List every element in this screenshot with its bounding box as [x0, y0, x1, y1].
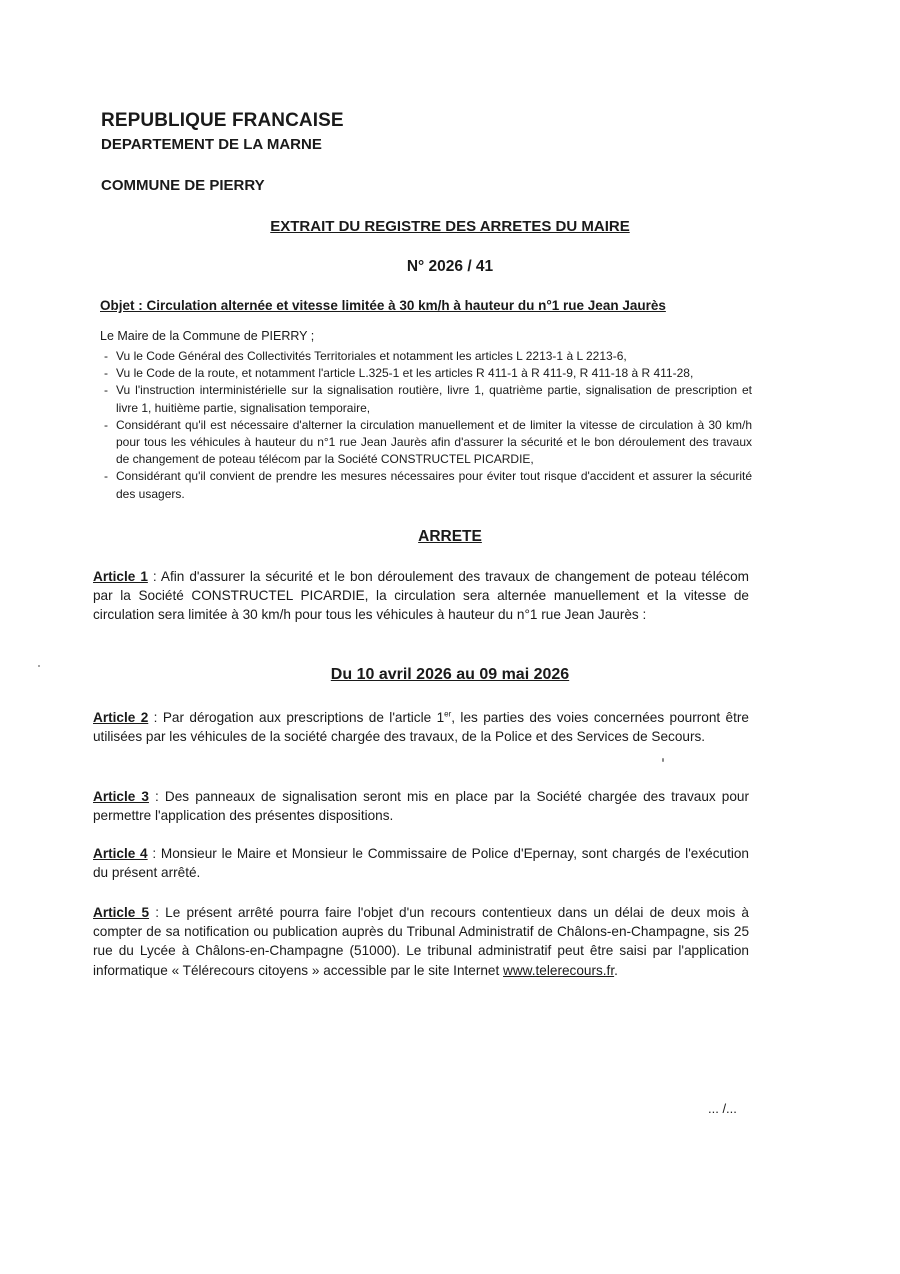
- article-5: [93, 903, 749, 980]
- list-item-text: Vu le Code de la route, et notamment l'article L.325-1 et les articles R 411-1 à R 411-9, R 411-18 à R 411-28,: [116, 366, 694, 381]
- republique-heading: REPUBLIQUE FRANCAISE: [101, 110, 344, 131]
- list-item: [104, 382, 752, 416]
- objet-line: Objet : Circulation alternée et vitesse limitée à 30 km/h à hauteur du n°1 rue Jean Jaurès: [100, 298, 666, 313]
- article-1: [93, 567, 749, 625]
- dash-bullet: -: [104, 366, 108, 381]
- list-item: [104, 468, 752, 502]
- article-2: [93, 708, 749, 746]
- article-5-text: : Le présent arrêté pourra faire l'objet d'un recours contentieux dans un délai de deux mois à compter de sa notification ou publication auprès du Tribunal Administratif de Châlons-en-Champagne, sis 25 rue du Lycée à Châlons-en-Champagne (51000). Le tribunal administratif peut être saisi par l'application informatique « Télérecours citoyens » accessible par le site Internet: [93, 905, 749, 978]
- list-item-text: Considérant qu'il convient de prendre les mesures nécessaires pour éviter tout risque d'accident et assurer la sécurité des usagers.: [116, 469, 752, 501]
- article-5-label: Article 5: [93, 905, 150, 920]
- list-item-text: Vu l'instruction interministérielle sur la signalisation routière, livre 1, quatrième partie, signalisation de prescription et livre 1, huitième partie, signalisation temporaire,: [116, 383, 752, 415]
- article-3: [93, 787, 749, 825]
- scan-speck: [38, 665, 40, 667]
- dash-bullet: -: [104, 469, 108, 484]
- article-3-label: Article 3: [93, 789, 149, 804]
- considerants-list: [104, 348, 752, 503]
- article-4-label: Article 4: [93, 846, 148, 861]
- arrete-heading: ARRETE: [418, 528, 482, 545]
- dash-bullet: -: [104, 417, 108, 432]
- dash-bullet: -: [104, 349, 108, 363]
- commune-heading: COMMUNE DE PIERRY: [101, 177, 265, 194]
- article-3-text: : Des panneaux de signalisation seront mis en place par la Société chargée des travaux pour permettre l'application des présentes dispositions.: [93, 789, 749, 824]
- date-range-heading: Du 10 avril 2026 au 09 mai 2026: [330, 666, 570, 683]
- article-4-text: : Monsieur le Maire et Monsieur le Commissaire de Police d'Epernay, sont chargés de l'exécution du présent arrêté.: [93, 846, 749, 881]
- scan-speck: [662, 758, 664, 762]
- continuation-mark: ... /...: [708, 1101, 737, 1116]
- list-item-text: Vu le Code Général des Collectivités Territoriales et notamment les articles L 2213-1 à L 2213-6,: [116, 349, 627, 363]
- article-2-text: : Par dérogation aux prescriptions de l'article 1: [148, 710, 445, 725]
- article-5-end: .: [614, 962, 618, 978]
- telerecours-link[interactable]: www.telerecours.fr: [503, 962, 615, 978]
- list-item: [104, 365, 752, 382]
- intro-line: Le Maire de la Commune de PIERRY ;: [100, 329, 315, 343]
- article-1-text: : Afin d'assurer la sécurité et le bon déroulement des travaux de changement de poteau télécom par la Société CONSTRUCTEL PICARDIE, la circulation sera alternée manuellement et la vitesse de circulation sera limitée à 30 km/h pour tous les véhicules à hauteur du n°1 rue Jean Jaurès :: [93, 569, 749, 623]
- article-2-text-end: , les parties des voies concernées pourront être utilisées par les véhicules de la société chargée des travaux, de la Police et des Services de Secours.: [93, 710, 749, 745]
- departement-heading: DEPARTEMENT DE LA MARNE: [101, 136, 322, 153]
- list-item-text: Considérant qu'il est nécessaire d'alterner la circulation manuellement et de limiter la vitesse de circulation à 30 km/h pour tous les véhicules à hauteur du n°1 rue Jean Jaurès afin d'assurer la sécurité et le bon déroulement des travaux de changement de poteau télécom par la Société CONSTRUCTEL PICARDIE,: [116, 417, 752, 467]
- arrete-number: N° 2026 / 41: [406, 258, 494, 275]
- article-4: [93, 844, 749, 882]
- article-1-label: Article 1: [93, 569, 148, 584]
- list-item: [104, 417, 752, 469]
- list-item: [104, 348, 752, 365]
- dash-bullet: -: [104, 383, 108, 398]
- ordinal-superscript: er: [444, 709, 452, 719]
- article-2-label: Article 2: [93, 710, 149, 725]
- extrait-title: EXTRAIT DU REGISTRE DES ARRETES DU MAIRE: [270, 218, 630, 235]
